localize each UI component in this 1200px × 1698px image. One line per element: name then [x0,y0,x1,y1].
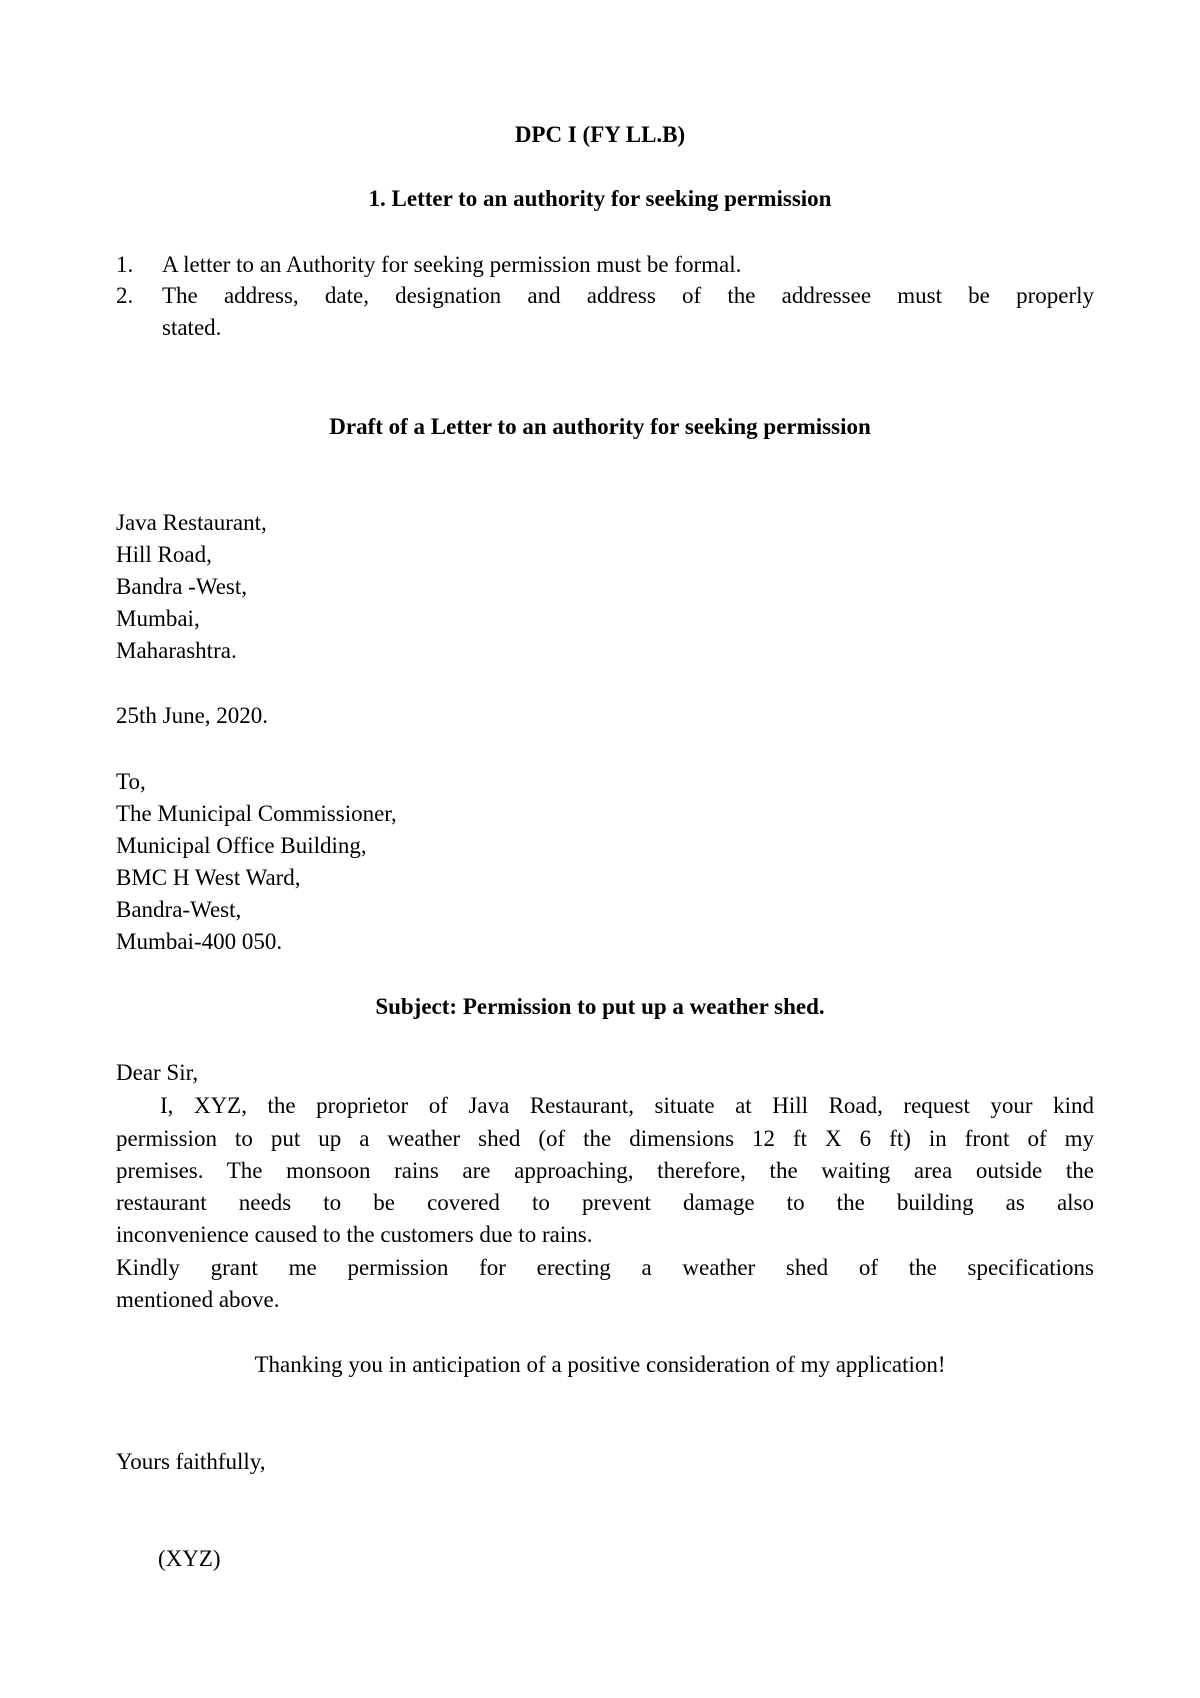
recipient-address-line: Mumbai-400 050. [116,929,283,954]
recipient-address-line: The Municipal Commissioner, [116,801,397,826]
sender-address-line: Hill Road, [116,542,212,567]
body-line: mentioned above. [116,1287,280,1312]
salutation: Dear Sir, [116,1060,199,1085]
closing: Yours faithfully, [116,1449,266,1474]
list-item-number: 2. [116,283,134,308]
sender-address-line: Java Restaurant, [116,510,267,535]
recipient-address-line: Municipal Office Building, [116,833,367,858]
body-line: premises. The monsoon rains are approaching, therefore, the waiting area outside the [116,1158,1094,1183]
recipient-address-line: BMC H West Ward, [116,865,301,890]
letter-subject: Subject: Permission to put up a weather shed. [375,994,825,1019]
body-line: I, XYZ, the proprietor of Java Restaurant, situate at Hill Road, request your kind [160,1093,1094,1118]
list-item-number: 1. [116,252,134,277]
body-line: inconvenience caused to the customers due to rains. [116,1222,593,1247]
list-item: A letter to an Authority for seeking permission must be formal. [162,252,742,277]
sender-address-line: Bandra -West, [116,574,247,599]
body-line: permission to put up a weather shed (of the dimensions 12 ft X 6 ft) in front of my [116,1126,1094,1151]
body-line: restaurant needs to be covered to prevent damage to the building as also [116,1190,1094,1215]
list-item-continuation: stated. [162,315,222,340]
section-heading: 1. Letter to an authority for seeking permission [368,186,832,211]
letter-date: 25th June, 2020. [116,703,269,728]
to-label: To, [116,769,146,794]
draft-heading: Draft of a Letter to an authority for seeking permission [329,414,871,439]
course-title: DPC I (FY LL.B) [514,122,686,147]
body-line: Kindly grant me permission for erecting a weather shed of the specifications [116,1255,1094,1280]
thanks-line: Thanking you in anticipation of a positive consideration of my application! [254,1352,946,1377]
signature: (XYZ) [158,1546,221,1571]
recipient-address-line: Bandra-West, [116,897,242,922]
sender-address-line: Maharashtra. [116,638,237,663]
sender-address-line: Mumbai, [116,606,200,631]
list-item: The address, date, designation and address of the addressee must be properly [162,283,1094,308]
